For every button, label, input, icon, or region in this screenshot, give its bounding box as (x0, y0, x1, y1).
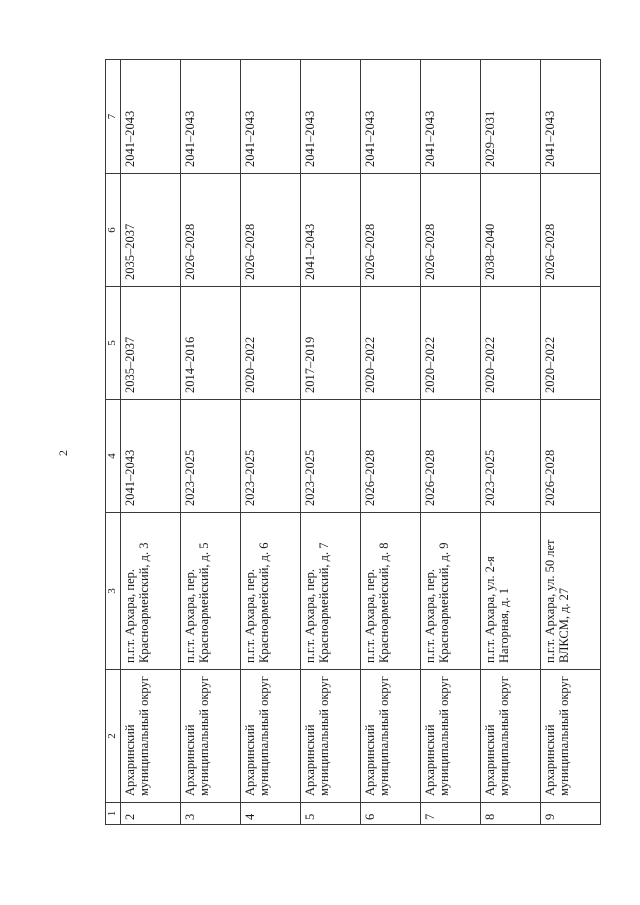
row-number-cell: 6 (361, 803, 421, 825)
period-col5-cell: 2020–2022 (541, 287, 601, 400)
address-cell: п.г.т. Архара, ул. 50 лет ВЛКСМ, д. 27 (541, 513, 601, 670)
period-col4-cell: 2023–2025 (181, 400, 241, 513)
schedule-table (105, 59, 601, 825)
header-cell: 2 (106, 670, 121, 803)
address-cell: п.г.т. Архара, пер. Красноармейский, д. 6 (241, 513, 301, 670)
period-col7-cell: 2041–2043 (541, 60, 601, 174)
table-row (541, 60, 601, 825)
period-col4-cell: 2041–2043 (121, 400, 181, 513)
municipality-cell: Архаринский муниципальный округ (241, 670, 301, 803)
row-number-cell: 7 (421, 803, 481, 825)
period-col6-cell: 2026–2028 (541, 174, 601, 287)
header-cell: 5 (106, 287, 121, 400)
header-cell: 6 (106, 174, 121, 287)
header-cell: 3 (106, 513, 121, 670)
schedule-table-wrapper (105, 60, 585, 825)
header-cell: 4 (106, 400, 121, 513)
address-cell: п.г.т. Архара, пер. Красноармейский, д. 8 (361, 513, 421, 670)
period-col5-cell: 2017–2019 (301, 287, 361, 400)
row-number-cell: 5 (301, 803, 361, 825)
period-col4-cell: 2026–2028 (421, 400, 481, 513)
table-row (121, 60, 181, 825)
rotated-table-container (105, 60, 585, 825)
period-col5-cell: 2035–2037 (121, 287, 181, 400)
period-col7-cell: 2029–2031 (481, 60, 541, 174)
table-row (361, 60, 421, 825)
municipality-cell: Архаринский муниципальный округ (541, 670, 601, 803)
period-col6-cell: 2026–2028 (361, 174, 421, 287)
row-number-cell: 4 (241, 803, 301, 825)
period-col4-cell: 2023–2025 (241, 400, 301, 513)
period-col7-cell: 2041–2043 (121, 60, 181, 174)
period-col4-cell: 2023–2025 (481, 400, 541, 513)
period-col4-cell: 2026–2028 (361, 400, 421, 513)
period-col5-cell: 2020–2022 (421, 287, 481, 400)
municipality-cell: Архаринский муниципальный округ (361, 670, 421, 803)
table-row (481, 60, 541, 825)
address-cell: п.г.т. Архара, пер. Красноармейский, д. 5 (181, 513, 241, 670)
table-body (106, 60, 601, 825)
address-cell: п.г.т. Архара, ул. 2-я Нагорная, д. 1 (481, 513, 541, 670)
period-col4-cell: 2023–2025 (301, 400, 361, 513)
page-number: 2 (56, 450, 70, 456)
address-cell: п.г.т. Архара, пер. Красноармейский, д. 7 (301, 513, 361, 670)
period-col5-cell: 2020–2022 (361, 287, 421, 400)
header-row (106, 60, 121, 825)
address-cell: п.г.т. Архара, пер. Красноармейский, д. 9 (421, 513, 481, 670)
table-row (181, 60, 241, 825)
row-number-cell: 2 (121, 803, 181, 825)
header-cell: 1 (106, 803, 121, 825)
address-cell: п.г.т. Архара, пер. Красноармейский, д. 3 (121, 513, 181, 670)
period-col7-cell: 2041–2043 (361, 60, 421, 174)
row-number-cell: 9 (541, 803, 601, 825)
period-col6-cell: 2026–2028 (241, 174, 301, 287)
municipality-cell: Архаринский муниципальный округ (181, 670, 241, 803)
period-col6-cell: 2035–2037 (121, 174, 181, 287)
period-col7-cell: 2041–2043 (241, 60, 301, 174)
municipality-cell: Архаринский муниципальный округ (421, 670, 481, 803)
period-col7-cell: 2041–2043 (421, 60, 481, 174)
table-row (301, 60, 361, 825)
period-col7-cell: 2041–2043 (181, 60, 241, 174)
period-col6-cell: 2026–2028 (181, 174, 241, 287)
period-col5-cell: 2014–2016 (181, 287, 241, 400)
municipality-cell: Архаринский муниципальный округ (121, 670, 181, 803)
period-col6-cell: 2041–2043 (301, 174, 361, 287)
table-row (241, 60, 301, 825)
period-col4-cell: 2026–2028 (541, 400, 601, 513)
table-row (421, 60, 481, 825)
period-col7-cell: 2041–2043 (301, 60, 361, 174)
header-cell: 7 (106, 60, 121, 174)
period-col6-cell: 2026–2028 (421, 174, 481, 287)
row-number-cell: 3 (181, 803, 241, 825)
period-col5-cell: 2020–2022 (481, 287, 541, 400)
municipality-cell: Архаринский муниципальный округ (481, 670, 541, 803)
row-number-cell: 8 (481, 803, 541, 825)
period-col5-cell: 2020–2022 (241, 287, 301, 400)
period-col6-cell: 2038–2040 (481, 174, 541, 287)
municipality-cell: Архаринский муниципальный округ (301, 670, 361, 803)
